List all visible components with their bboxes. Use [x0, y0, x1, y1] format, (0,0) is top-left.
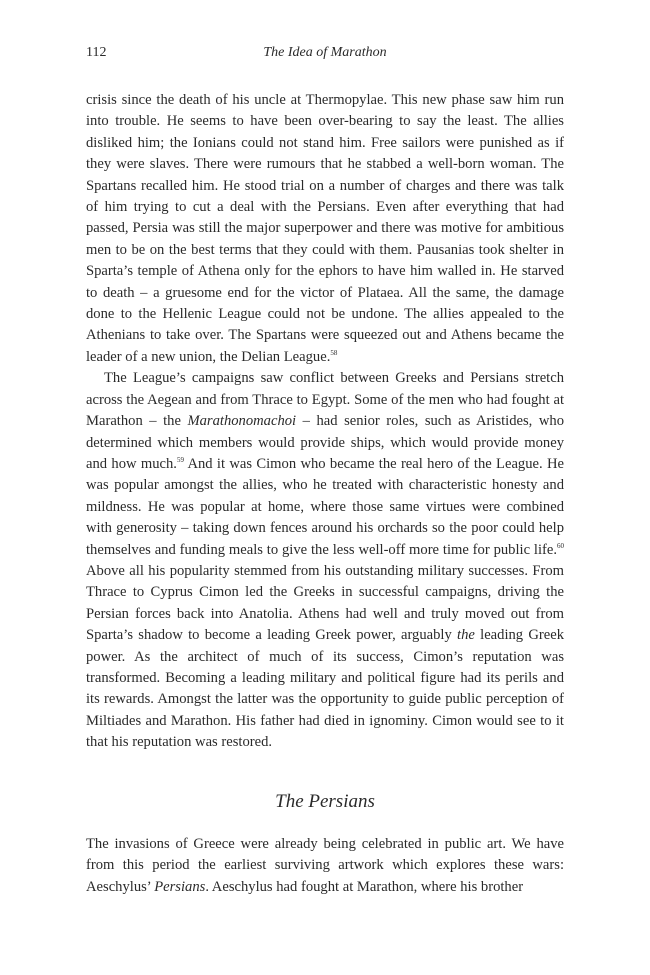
- italic-term-marathonomachoi: Marathonomachoi: [187, 413, 297, 430]
- endnote-ref-59: 59: [176, 455, 184, 464]
- paragraph-3-text-a: The invasions of Greece were already being celebrated in public art. We have from this period the earliest surviving artwork which explores these wars: Aeschylus’: [86, 836, 564, 895]
- paragraph-3: [86, 834, 564, 898]
- page-number: 112: [86, 45, 107, 60]
- running-title: The Idea of Marathon: [263, 45, 387, 60]
- paragraph-2-text-a: The League’s campaigns saw conflict between Greeks and Persians stretch across the Aegean and from Thrace to Egypt. Some of the men who had fought at Marathon – the: [86, 370, 564, 430]
- section-heading: The Persians: [275, 791, 375, 812]
- paragraph-3-text-b: . Aeschylus had fought at Marathon, where his brother: [205, 878, 524, 895]
- body-text-section: [86, 834, 564, 898]
- body-text: [86, 90, 564, 754]
- paragraph-1-text: crisis since the death of his uncle at Thermopylae. This new phase saw him run into trouble. He seems to have been over-bearing to say the least. The allies disliked him; the Ionians could not stand him. Free sailors were punished as if they were slaves. There were rumours that he stabbed a well-born woman. The Spartans recalled him. He stood trial on a number of charges and there was talk of him trying to cut a deal with the Persians. Even after everything that had passed, Persia was still the major superpower and there was motive for ambitious men to be on the best terms that they could with them. Pausanias took shelter in Sparta’s temple of Athena only for the ephors to have him walled in. He starved to death – a gruesome end for the victor of Plataea. All the same, the damage done to the Hellenic League could not be undone. The allies appealed to the Athenians to take over. The Spartans were squeezed out and Athens became the leader of a new union, the Delian League.: [86, 92, 564, 365]
- paragraph-2-text-e: leading Greek power. As the architect of much of its success, Cimon’s reputation was transformed. Becoming a leading military and political figure had its perils and its rewards. Amongst the latter was the opportunity to guide public perception of Miltiades and Marathon. His father had died in ignominy. Cimon would see to it that his reputation was restored.: [86, 627, 565, 751]
- paragraph-2-text-c: And it was Cimon who became the real hero of the League. He was popular amongst the allies, who he treated with characteristic honesty and mildness. He was popular at home, where those same virtues were combined with generosity – taking down fences around his orchards so the poor could help themselves and funding meals to give the less well-off more time for public life.: [86, 455, 564, 558]
- paragraph-1: [86, 90, 564, 368]
- endnote-ref-60: 60: [557, 541, 564, 550]
- italic-title-persians: Persians: [154, 878, 206, 895]
- paragraph-2: [86, 368, 564, 753]
- italic-term-the: the: [457, 627, 475, 644]
- paragraph-2-text-b: – had senior roles, such as Aristides, who determined which members would provide ships, which would provide money and how much.: [86, 413, 564, 472]
- endnote-ref-58: 58: [330, 348, 338, 357]
- paragraph-2-text-d: Above all his popularity stemmed from his outstanding military successes. From Thrace to Cyprus Cimon led the Greeks in successful campaigns, driving the Persian forces back into Anatolia. Athens had well and truly moved out from Sparta’s shadow to become a leading Greek power, arguably: [86, 562, 564, 644]
- running-head: [86, 45, 564, 65]
